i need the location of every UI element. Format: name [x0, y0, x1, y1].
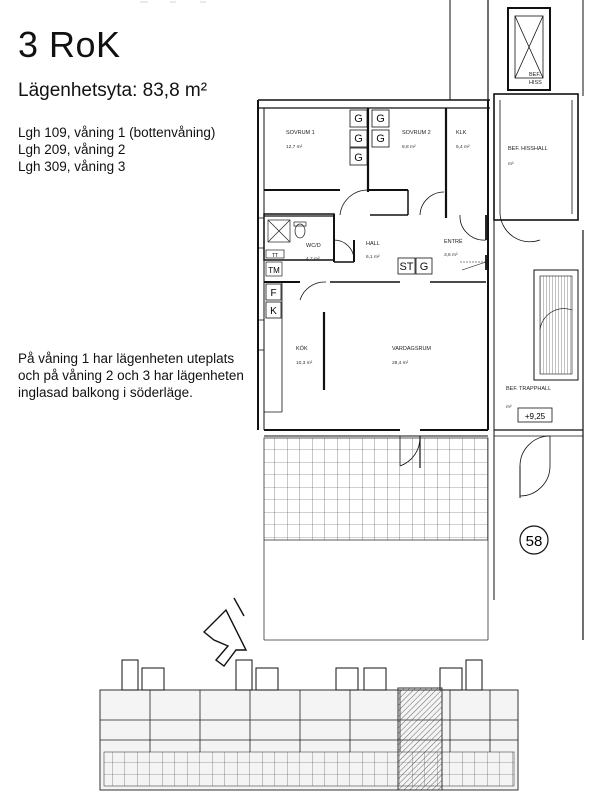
north-arrow-icon [204, 598, 246, 666]
apartment-area: Lägenhetsyta: 83,8 m² [18, 80, 208, 101]
apartment-item: Lgh 109, våning 1 (bottenvåning) [18, 125, 216, 140]
wardrobe-label: G [354, 113, 363, 125]
room-area: 12,7 m² [286, 145, 303, 150]
elevator-label: BEF. [529, 72, 541, 78]
wardrobe-label: G [376, 133, 385, 145]
wardrobe-label: G [354, 133, 363, 145]
room-area: 4,2 m² [306, 257, 320, 262]
wardrobe-label: G [354, 152, 363, 164]
room-area: 28,4 m² [392, 361, 409, 366]
patio-tiles [264, 438, 488, 540]
wardrobe-label: G [376, 113, 385, 125]
apartment-item: Lgh 309, våning 3 [18, 159, 126, 174]
washer-label: TT [271, 253, 279, 259]
room-name: HALL [366, 241, 380, 247]
dryer-label: TM [268, 266, 280, 275]
building-number: 58 [525, 533, 543, 550]
room-area: 10,3 m² [296, 361, 313, 366]
elevator-label: HISS [529, 80, 542, 86]
highlighted-apartment [398, 688, 442, 790]
room-area: 3,6 m² [444, 253, 458, 258]
room-area: 5,4 m² [456, 145, 470, 150]
room-name: ENTRÉ [444, 239, 463, 245]
room-name: VARDAGSRUM [392, 346, 432, 352]
apartment-walls [258, 100, 490, 468]
building-core [450, 0, 583, 640]
level-mark: +9,25 [524, 412, 546, 421]
room-name: KLK [456, 130, 467, 136]
room-name: BEF. HISSHALL [508, 146, 548, 152]
room-name: SOVRUM 2 [402, 130, 431, 136]
room-area: 8,8 m² [402, 145, 416, 150]
room-name: SOVRUM 1 [286, 130, 315, 136]
room-area: m² [506, 405, 512, 410]
garden-outline [264, 540, 488, 640]
room-name: KÖK [296, 346, 308, 352]
room-name: BEF. TRAPPHALL [506, 386, 552, 392]
apartment-item: Lgh 209, våning 2 [18, 142, 126, 157]
room-name: WC/D [306, 243, 321, 249]
page-title: 3 RoK [18, 24, 121, 65]
room-area: m² [508, 162, 514, 167]
fridge-label: K [270, 306, 277, 317]
key-plan [100, 660, 518, 790]
room-labels [286, 130, 470, 366]
wardrobe-label: ST [399, 261, 414, 273]
wardrobe-label: G [419, 261, 429, 273]
balcony-note: På våning 1 har lägenheten uteplats och på våning 2 och 3 har lägenheten inglasad balkong i söderläge. [18, 351, 244, 400]
freezer-label: F [270, 288, 277, 299]
room-area: 6,1 m² [366, 255, 380, 260]
